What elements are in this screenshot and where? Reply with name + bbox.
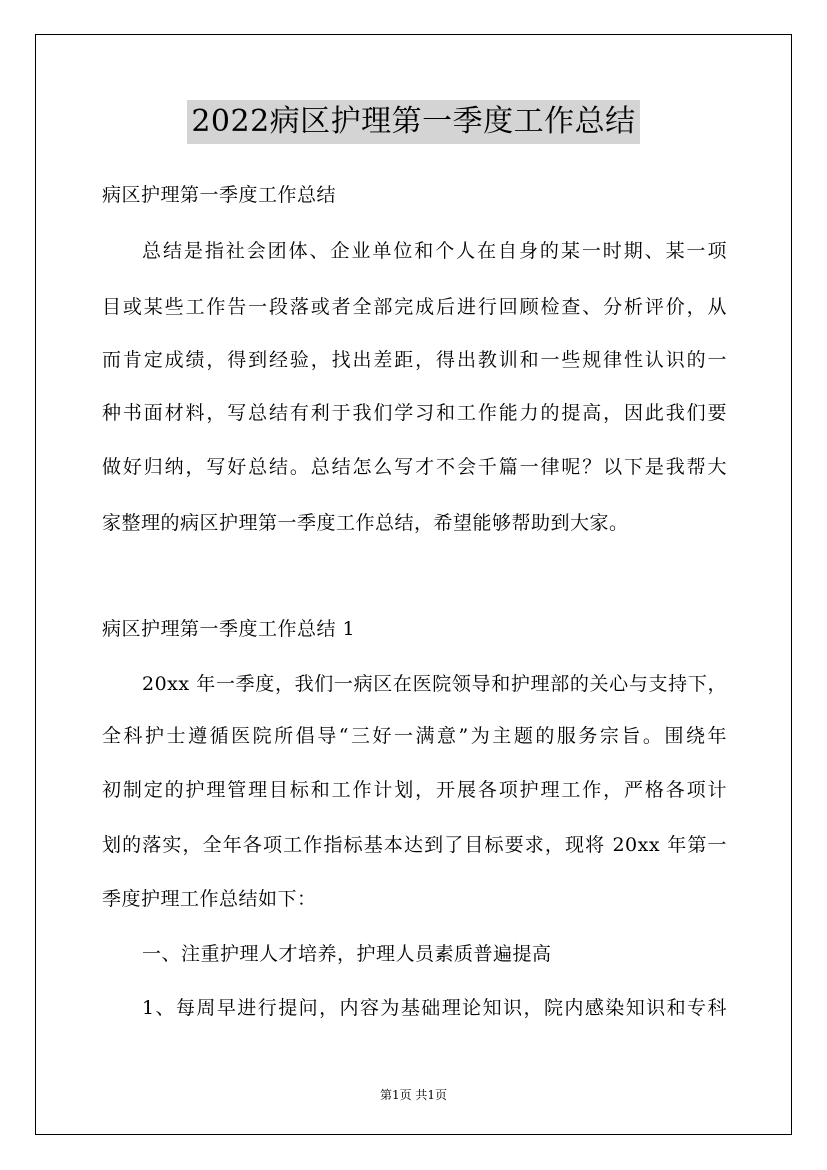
title-container [0, 100, 827, 144]
section-line: 20xx 年一季度，我们一病区在医院领导和护理部的关心与支持下， [142, 673, 727, 695]
intro-line: 而肯定成绩，得到经验，找出差距，得出教训和一些规律性认识的一 [102, 349, 727, 371]
section-line: 初制定的护理管理目标和工作计划，开展各项护理工作，严格各项计 [102, 779, 727, 801]
intro-line: 做好归纳，写好总结。总结怎么写才不会千篇一律呢？以下是我帮大 [102, 456, 727, 478]
point-heading: 一、注重护理人才培养，护理人员素质普遍提高 [142, 943, 552, 965]
intro-line: 总结是指社会团体、企业单位和个人在自身的某一时期、某一项 [142, 240, 727, 262]
subtitle: 病区护理第一季度工作总结 [102, 184, 337, 206]
point-item: 1、每周早进行提问，内容为基础理论知识，院内感染知识和专科 [142, 997, 727, 1019]
intro-line: 目或某些工作告一段落或者全部完成后进行回顾检查、分析评价，从 [102, 296, 727, 318]
document-title: 2022病区护理第一季度工作总结 [187, 100, 639, 144]
intro-line: 种书面材料，写总结有利于我们学习和工作能力的提高，因此我们要 [102, 402, 727, 424]
intro-line: 家整理的病区护理第一季度工作总结，希望能够帮助到大家。 [102, 512, 629, 534]
section-line: 全科护士遵循医院所倡导“三好一满意”为主题的服务宗旨。围绕年 [102, 725, 727, 747]
section-line: 季度护理工作总结如下： [102, 888, 317, 910]
page-footer: 第1页 共1页 [379, 1088, 448, 1102]
section-heading: 病区护理第一季度工作总结 1 [102, 618, 356, 640]
section-line: 划的落实，全年各项工作指标基本达到了目标要求，现将 20xx 年第一 [102, 834, 727, 856]
